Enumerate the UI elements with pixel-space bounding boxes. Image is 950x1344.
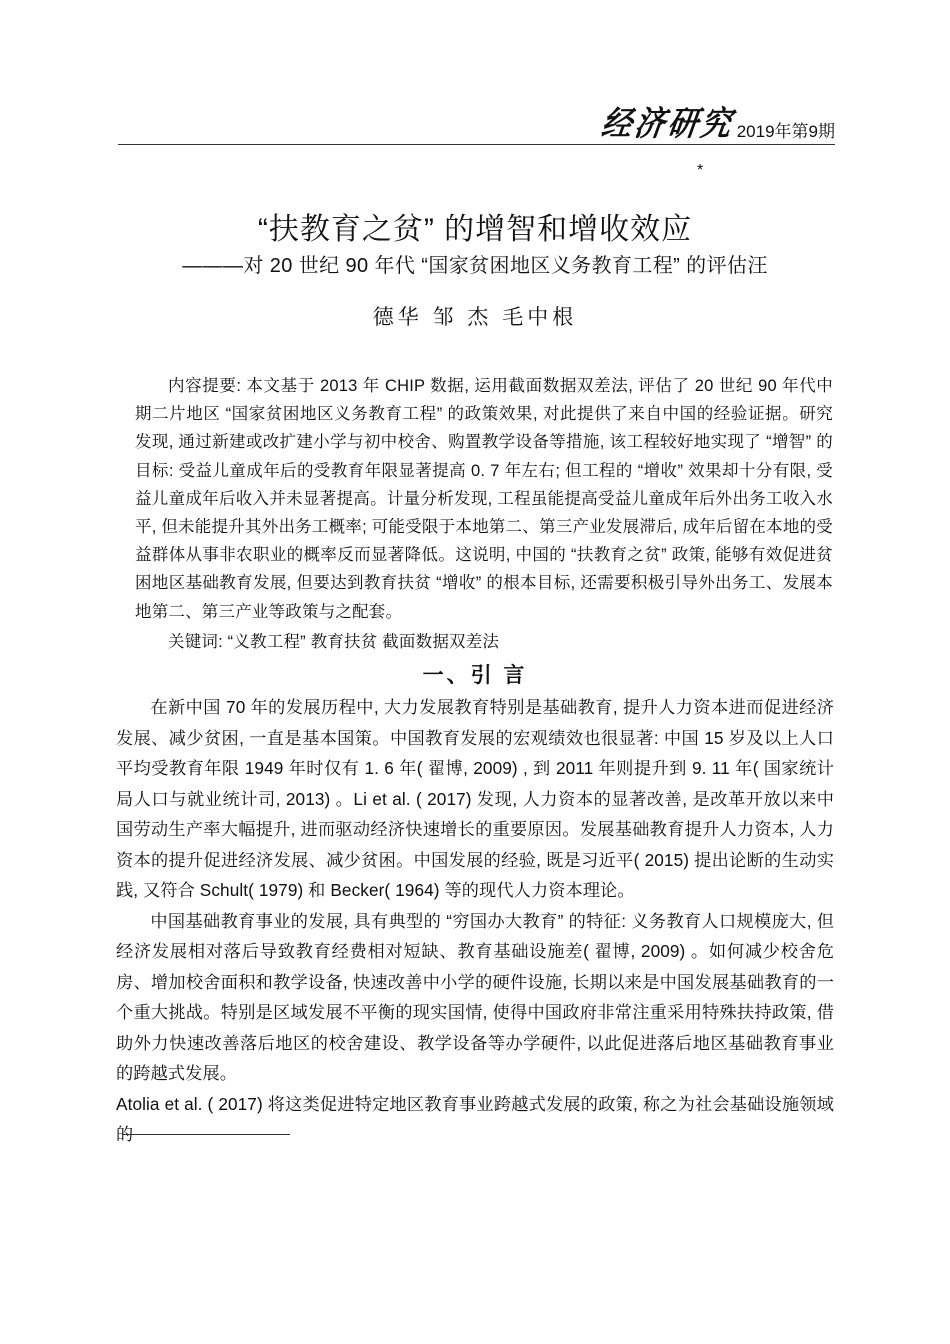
title-footnote-marker: * <box>697 162 704 179</box>
abstract-section <box>135 372 833 656</box>
journal-issue-label: 2019年第9期 <box>736 122 835 141</box>
author-list: 德华 邹 杰 毛中根 <box>372 306 578 329</box>
body-paragraph: 在新中国 70 年的发展历程中, 大力发展教育特别是基础教育, 提升人力资本进而促进经济发展、减少贫困, 一直是基本国策。中国教育发展的宏观绩效也很显著: 中国 15 岁及以上人口平均受教育年限 1949 年时仅有 1. 6 年( 翟博, 2009) , 到 2011 年则提升到 9. 11 年( 国家统计局人口与就业统计司, 2013) 。Li et al. ( 2017) 发现, 人力资本的显著改善, 是改革开放以来中国劳动生产率大幅提升, 进而驱动经济快速增长的重要原因。发展基础教育提升人力资本, 人力资本的提升促进经济发展、减少贫困。中国发展的经验, 既是习近平( 2015) 提出论断的生动实践, 又符合 Schult( 1979) 和 Becker( 1964) 等的现代人力资本理论。 <box>116 697 834 900</box>
body-paragraph-continuation: Atolia et al. ( 2017) 将这类促进特定地区教育事业跨越式发展的政策, 称之为社会基础设施领域的 <box>116 1093 834 1144</box>
journal-logo: 经济研究 <box>598 104 737 144</box>
keywords-text: 关键词: “义教工程” 教育扶贫 截面数据双差法 <box>168 632 500 651</box>
page-subtitle: ———对 20 世纪 90 年代 “国家贫困地区义务教育工程” 的评估汪 <box>182 255 768 277</box>
section-heading-introduction: 一、引 言 <box>422 664 528 688</box>
journal-masthead <box>118 100 835 144</box>
page-title: “扶教育之贫” 的增智和增收效应 <box>257 213 693 247</box>
body-paragraph: 中国基础教育事业的发展, 具有典型的 “穷国办大教育” 的特征: 义务教育人口规模庞大, 但经济发展相对落后导致教育经费相对短缺、教育基础设施差( 翟博, 2009) 。如何减少校舍危房、增加校舍面积和教学设备, 快速改善中小学的硬件设施, 长期以来是中国发展基础教育的一个重大挑战。特别是区域发展不平衡的现实国情, 使得中国政府非常注重采用特殊扶持政策, 借助外力快速改善落后地区的校舍建设、教学设备等办学硬件, 以此促进落后地区基础教育事业的跨越式发展。 <box>116 910 834 1083</box>
header-divider <box>118 144 835 145</box>
footnote-divider <box>122 1134 290 1135</box>
body-content <box>116 692 834 1150</box>
abstract-text: 内容提要: 本文基于 2013 年 CHIP 数据, 运用截面数据双差法, 评估了 20 世纪 90 年代中期二片地区 “国家贫困地区义务教育工程” 的政策效果, 对此提供了来自中国的经验证据。研究发现, 通过新建或改扩建小学与初中校舍、购置教学设备等措施, 该工程较好地实现了 “增智” 的目标: 受益儿童成年后的受教育年限显著提高 0. 7 年左右; 但工程的 “增收” 效果却十分有限, 受益儿童成年后收入并未显著提高。计量分析发现, 工程虽能提高受益儿童成年后外出务工收入水平, 但未能提升其外出务工概率; 可能受限于本地第二、第三产业发展滞后, 成年后留在本地的受益群体从事非农职业的概率反而显著降低。这说明, 中国的 “扶教育之贫” 政策, 能够有效促进贫困地区基础教育发展, 但要达到教育扶贫 “增收” 的根本目标, 还需要积极引导外出务工、发展本地第二、第三产业等政策与之配套。 <box>135 377 833 621</box>
